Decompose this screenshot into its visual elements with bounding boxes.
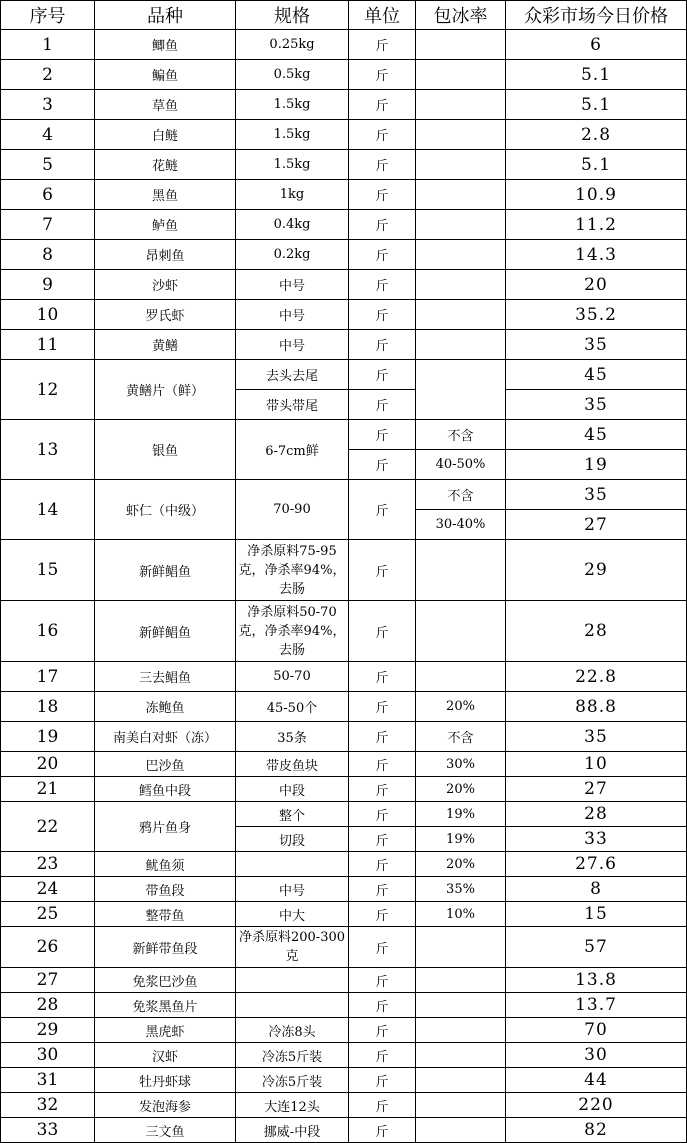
row-num: 24: [1, 877, 95, 902]
row-name: 牡丹虾球: [95, 1068, 236, 1093]
row-spec: 70-90: [236, 480, 349, 540]
table-row: [1, 1118, 687, 1143]
table-row: [1, 902, 687, 927]
row-ice: 40-50%: [416, 450, 506, 480]
row-unit: 斤: [349, 902, 416, 927]
row-num: 30: [1, 1043, 95, 1068]
row-name: 鲫鱼: [95, 30, 236, 60]
row-spec: 中段: [236, 777, 349, 802]
row-name: 新鲜带鱼段: [95, 927, 236, 968]
row-num: 14: [1, 480, 95, 540]
row-name: 黑鱼: [95, 180, 236, 210]
row-num: 29: [1, 1018, 95, 1043]
table-row: [1, 270, 687, 300]
row-spec: 0.4kg: [236, 210, 349, 240]
row-name: 鲈鱼: [95, 210, 236, 240]
table-row: [1, 722, 687, 752]
row-num: 18: [1, 692, 95, 722]
row-spec: 冷冻5斤装: [236, 1068, 349, 1093]
row-price: 28: [506, 802, 687, 827]
row-num: 31: [1, 1068, 95, 1093]
row-price: 5.1: [506, 60, 687, 90]
row-unit: 斤: [349, 90, 416, 120]
row-spec: 1.5kg: [236, 150, 349, 180]
row-spec: 中大: [236, 902, 349, 927]
row-num: 9: [1, 270, 95, 300]
row-name: 黄鳝片（鲜）: [95, 360, 236, 420]
row-name: 花鲢: [95, 150, 236, 180]
table-row: [1, 120, 687, 150]
table-row: [1, 777, 687, 802]
row-price: 10.9: [506, 180, 687, 210]
row-ice: 35%: [416, 877, 506, 902]
row-name: 免浆巴沙鱼: [95, 968, 236, 993]
row-unit: 斤: [349, 1093, 416, 1118]
row-num: 21: [1, 777, 95, 802]
row-ice: 30%: [416, 752, 506, 777]
row-unit: 斤: [349, 240, 416, 270]
row-spec: 1.5kg: [236, 120, 349, 150]
row-name: 三去鲳鱼: [95, 662, 236, 692]
row-spec: 中号: [236, 300, 349, 330]
row-price: 70: [506, 1018, 687, 1043]
table-row: [1, 692, 687, 722]
header-row: [1, 1, 687, 30]
row-price: 15: [506, 902, 687, 927]
row-name: 昂刺鱼: [95, 240, 236, 270]
row-price: 82: [506, 1118, 687, 1143]
row-price: 10: [506, 752, 687, 777]
row-spec: 35条: [236, 722, 349, 752]
row-name: 鸦片鱼身: [95, 802, 236, 852]
row-name: 免浆黑鱼片: [95, 993, 236, 1018]
row-num: 11: [1, 330, 95, 360]
row-name: 发泡海参: [95, 1093, 236, 1118]
table-row: [1, 662, 687, 692]
row-unit: 斤: [349, 877, 416, 902]
table-row: [1, 1068, 687, 1093]
row-ice: 20%: [416, 852, 506, 877]
row-num: 20: [1, 752, 95, 777]
row-spec: 带头带尾: [236, 390, 349, 420]
table-row: [1, 480, 687, 510]
table-row: [1, 752, 687, 777]
row-ice: [416, 1043, 506, 1068]
row-spec: 45-50个: [236, 692, 349, 722]
row-ice: 不含: [416, 722, 506, 752]
row-price: 35: [506, 330, 687, 360]
row-ice: [416, 927, 506, 968]
row-price: 45: [506, 420, 687, 450]
row-ice: [416, 993, 506, 1018]
table-row: [1, 1093, 687, 1118]
row-num: 16: [1, 601, 95, 662]
row-ice: [416, 968, 506, 993]
row-name: 鱿鱼须: [95, 852, 236, 877]
row-price: 2.8: [506, 120, 687, 150]
row-spec: 切段: [236, 827, 349, 852]
row-ice: 19%: [416, 802, 506, 827]
row-spec: 1.5kg: [236, 90, 349, 120]
row-name: 鳕鱼中段: [95, 777, 236, 802]
header-unit: 单位: [349, 1, 416, 30]
row-spec: 0.5kg: [236, 60, 349, 90]
row-name: 鳊鱼: [95, 60, 236, 90]
row-price: 22.8: [506, 662, 687, 692]
table-row: [1, 150, 687, 180]
row-num: 19: [1, 722, 95, 752]
row-num: 3: [1, 90, 95, 120]
row-unit: 斤: [349, 330, 416, 360]
row-spec: 1kg: [236, 180, 349, 210]
row-num: 33: [1, 1118, 95, 1143]
row-spec: 大连12头: [236, 1093, 349, 1118]
row-num: 4: [1, 120, 95, 150]
row-ice: [416, 1068, 506, 1093]
row-price: 28: [506, 601, 687, 662]
row-num: 23: [1, 852, 95, 877]
table-row: [1, 852, 687, 877]
row-ice: [416, 150, 506, 180]
row-num: 5: [1, 150, 95, 180]
row-ice: [416, 210, 506, 240]
row-price: 30: [506, 1043, 687, 1068]
row-num: 8: [1, 240, 95, 270]
row-price: 220: [506, 1093, 687, 1118]
row-spec: [236, 968, 349, 993]
row-price: 27: [506, 777, 687, 802]
row-spec: 净杀原料75-95克，净杀率94%，去肠: [236, 540, 349, 601]
row-num: 17: [1, 662, 95, 692]
row-ice: [416, 120, 506, 150]
table-row: [1, 210, 687, 240]
row-unit: 斤: [349, 968, 416, 993]
header-num: 序号: [1, 1, 95, 30]
table-row: [1, 1018, 687, 1043]
row-unit: 斤: [349, 180, 416, 210]
row-spec: 50-70: [236, 662, 349, 692]
row-unit: 斤: [349, 827, 416, 852]
row-name: 巴沙鱼: [95, 752, 236, 777]
row-unit: 斤: [349, 927, 416, 968]
row-unit: 斤: [349, 450, 416, 480]
row-num: 13: [1, 420, 95, 480]
row-price: 5.1: [506, 150, 687, 180]
row-unit: 斤: [349, 30, 416, 60]
row-name: 银鱼: [95, 420, 236, 480]
row-name: 三文鱼: [95, 1118, 236, 1143]
header-price: 众彩市场今日价格: [506, 1, 687, 30]
row-name: 新鲜鲳鱼: [95, 601, 236, 662]
row-spec: 净杀原料50-70克，净杀率94%，去肠: [236, 601, 349, 662]
row-unit: 斤: [349, 1043, 416, 1068]
row-ice: [416, 270, 506, 300]
table-row: [1, 540, 687, 601]
row-ice: [416, 1118, 506, 1143]
table-row: [1, 601, 687, 662]
row-unit: 斤: [349, 150, 416, 180]
row-price: 13.7: [506, 993, 687, 1018]
row-ice: [416, 90, 506, 120]
row-spec: 0.2kg: [236, 240, 349, 270]
row-price: 20: [506, 270, 687, 300]
table-row: [1, 802, 687, 827]
row-ice: [416, 180, 506, 210]
table-row: [1, 420, 687, 450]
row-ice: [416, 30, 506, 60]
row-num: 27: [1, 968, 95, 993]
row-price: 35: [506, 480, 687, 510]
header-spec: 规格: [236, 1, 349, 30]
row-unit: 斤: [349, 480, 416, 540]
row-ice: [416, 330, 506, 360]
row-unit: 斤: [349, 1118, 416, 1143]
row-num: 7: [1, 210, 95, 240]
row-price: 29: [506, 540, 687, 601]
row-price: 35: [506, 722, 687, 752]
row-unit: 斤: [349, 1018, 416, 1043]
row-name: 汉虾: [95, 1043, 236, 1068]
row-spec: 中号: [236, 877, 349, 902]
table-row: [1, 300, 687, 330]
row-unit: 斤: [349, 722, 416, 752]
row-price: 45: [506, 360, 687, 390]
row-unit: 斤: [349, 120, 416, 150]
row-unit: 斤: [349, 210, 416, 240]
table-row: [1, 360, 687, 390]
table-row: [1, 993, 687, 1018]
row-spec: [236, 993, 349, 1018]
row-ice: [416, 601, 506, 662]
table-row: [1, 1043, 687, 1068]
row-spec: 冷冻8头: [236, 1018, 349, 1043]
header-name: 品种: [95, 1, 236, 30]
table-row: [1, 30, 687, 60]
row-num: 2: [1, 60, 95, 90]
row-spec: 带皮鱼块: [236, 752, 349, 777]
row-unit: 斤: [349, 993, 416, 1018]
row-ice: 19%: [416, 827, 506, 852]
table-row: [1, 90, 687, 120]
row-unit: 斤: [349, 601, 416, 662]
row-unit: 斤: [349, 360, 416, 390]
row-price: 11.2: [506, 210, 687, 240]
row-name: 白鲢: [95, 120, 236, 150]
row-name: 整带鱼: [95, 902, 236, 927]
row-name: 新鲜鲳鱼: [95, 540, 236, 601]
row-num: 15: [1, 540, 95, 601]
row-unit: 斤: [349, 300, 416, 330]
table-row: [1, 330, 687, 360]
row-num: 12: [1, 360, 95, 420]
row-ice: 不含: [416, 480, 506, 510]
row-name: 带鱼段: [95, 877, 236, 902]
table-row: [1, 180, 687, 210]
row-price: 35: [506, 390, 687, 420]
row-name: 黄鳝: [95, 330, 236, 360]
row-spec: 中号: [236, 330, 349, 360]
row-ice: [416, 540, 506, 601]
row-ice: [416, 240, 506, 270]
row-spec: 0.25kg: [236, 30, 349, 60]
row-ice: [416, 662, 506, 692]
row-unit: 斤: [349, 420, 416, 450]
row-num: 22: [1, 802, 95, 852]
row-price: 8: [506, 877, 687, 902]
row-num: 6: [1, 180, 95, 210]
row-price: 44: [506, 1068, 687, 1093]
row-unit: 斤: [349, 852, 416, 877]
row-price: 33: [506, 827, 687, 852]
row-ice: 不含: [416, 420, 506, 450]
row-name: 沙虾: [95, 270, 236, 300]
row-name: 冻鲍鱼: [95, 692, 236, 722]
row-unit: 斤: [349, 662, 416, 692]
row-ice: 30-40%: [416, 510, 506, 540]
row-num: 28: [1, 993, 95, 1018]
row-ice: [416, 1018, 506, 1043]
table-row: [1, 240, 687, 270]
row-unit: 斤: [349, 692, 416, 722]
row-price: 5.1: [506, 90, 687, 120]
row-spec: 整个: [236, 802, 349, 827]
row-unit: 斤: [349, 60, 416, 90]
row-num: 1: [1, 30, 95, 60]
row-ice: [416, 300, 506, 330]
row-name: 草鱼: [95, 90, 236, 120]
row-ice: [416, 1093, 506, 1118]
row-unit: 斤: [349, 270, 416, 300]
row-unit: 斤: [349, 802, 416, 827]
table-row: [1, 60, 687, 90]
table-row: [1, 877, 687, 902]
row-name: 虾仁（中级）: [95, 480, 236, 540]
row-unit: 斤: [349, 540, 416, 601]
row-price: 27.6: [506, 852, 687, 877]
row-spec: 中号: [236, 270, 349, 300]
row-spec: 净杀原料200-300克: [236, 927, 349, 968]
row-ice: 20%: [416, 692, 506, 722]
row-price: 19: [506, 450, 687, 480]
row-name: 罗氏虾: [95, 300, 236, 330]
row-spec: 冷冻5斤装: [236, 1043, 349, 1068]
table-row: [1, 927, 687, 968]
row-spec: [236, 852, 349, 877]
row-num: 25: [1, 902, 95, 927]
row-ice: 10%: [416, 902, 506, 927]
header-ice: 包冰率: [416, 1, 506, 30]
row-ice: 20%: [416, 777, 506, 802]
row-num: 32: [1, 1093, 95, 1118]
row-price: 14.3: [506, 240, 687, 270]
row-ice: [416, 360, 506, 420]
row-num: 26: [1, 927, 95, 968]
table-row: [1, 968, 687, 993]
row-price: 13.8: [506, 968, 687, 993]
row-unit: 斤: [349, 390, 416, 420]
row-price: 27: [506, 510, 687, 540]
row-spec: 6-7cm鲜: [236, 420, 349, 480]
row-price: 35.2: [506, 300, 687, 330]
row-price: 88.8: [506, 692, 687, 722]
row-name: 南美白对虾（冻）: [95, 722, 236, 752]
row-ice: [416, 60, 506, 90]
row-num: 10: [1, 300, 95, 330]
row-unit: 斤: [349, 1068, 416, 1093]
row-name: 黑虎虾: [95, 1018, 236, 1043]
row-price: 6: [506, 30, 687, 60]
row-unit: 斤: [349, 777, 416, 802]
row-price: 57: [506, 927, 687, 968]
row-unit: 斤: [349, 752, 416, 777]
row-spec: 挪威-中段: [236, 1118, 349, 1143]
row-spec: 去头去尾: [236, 360, 349, 390]
